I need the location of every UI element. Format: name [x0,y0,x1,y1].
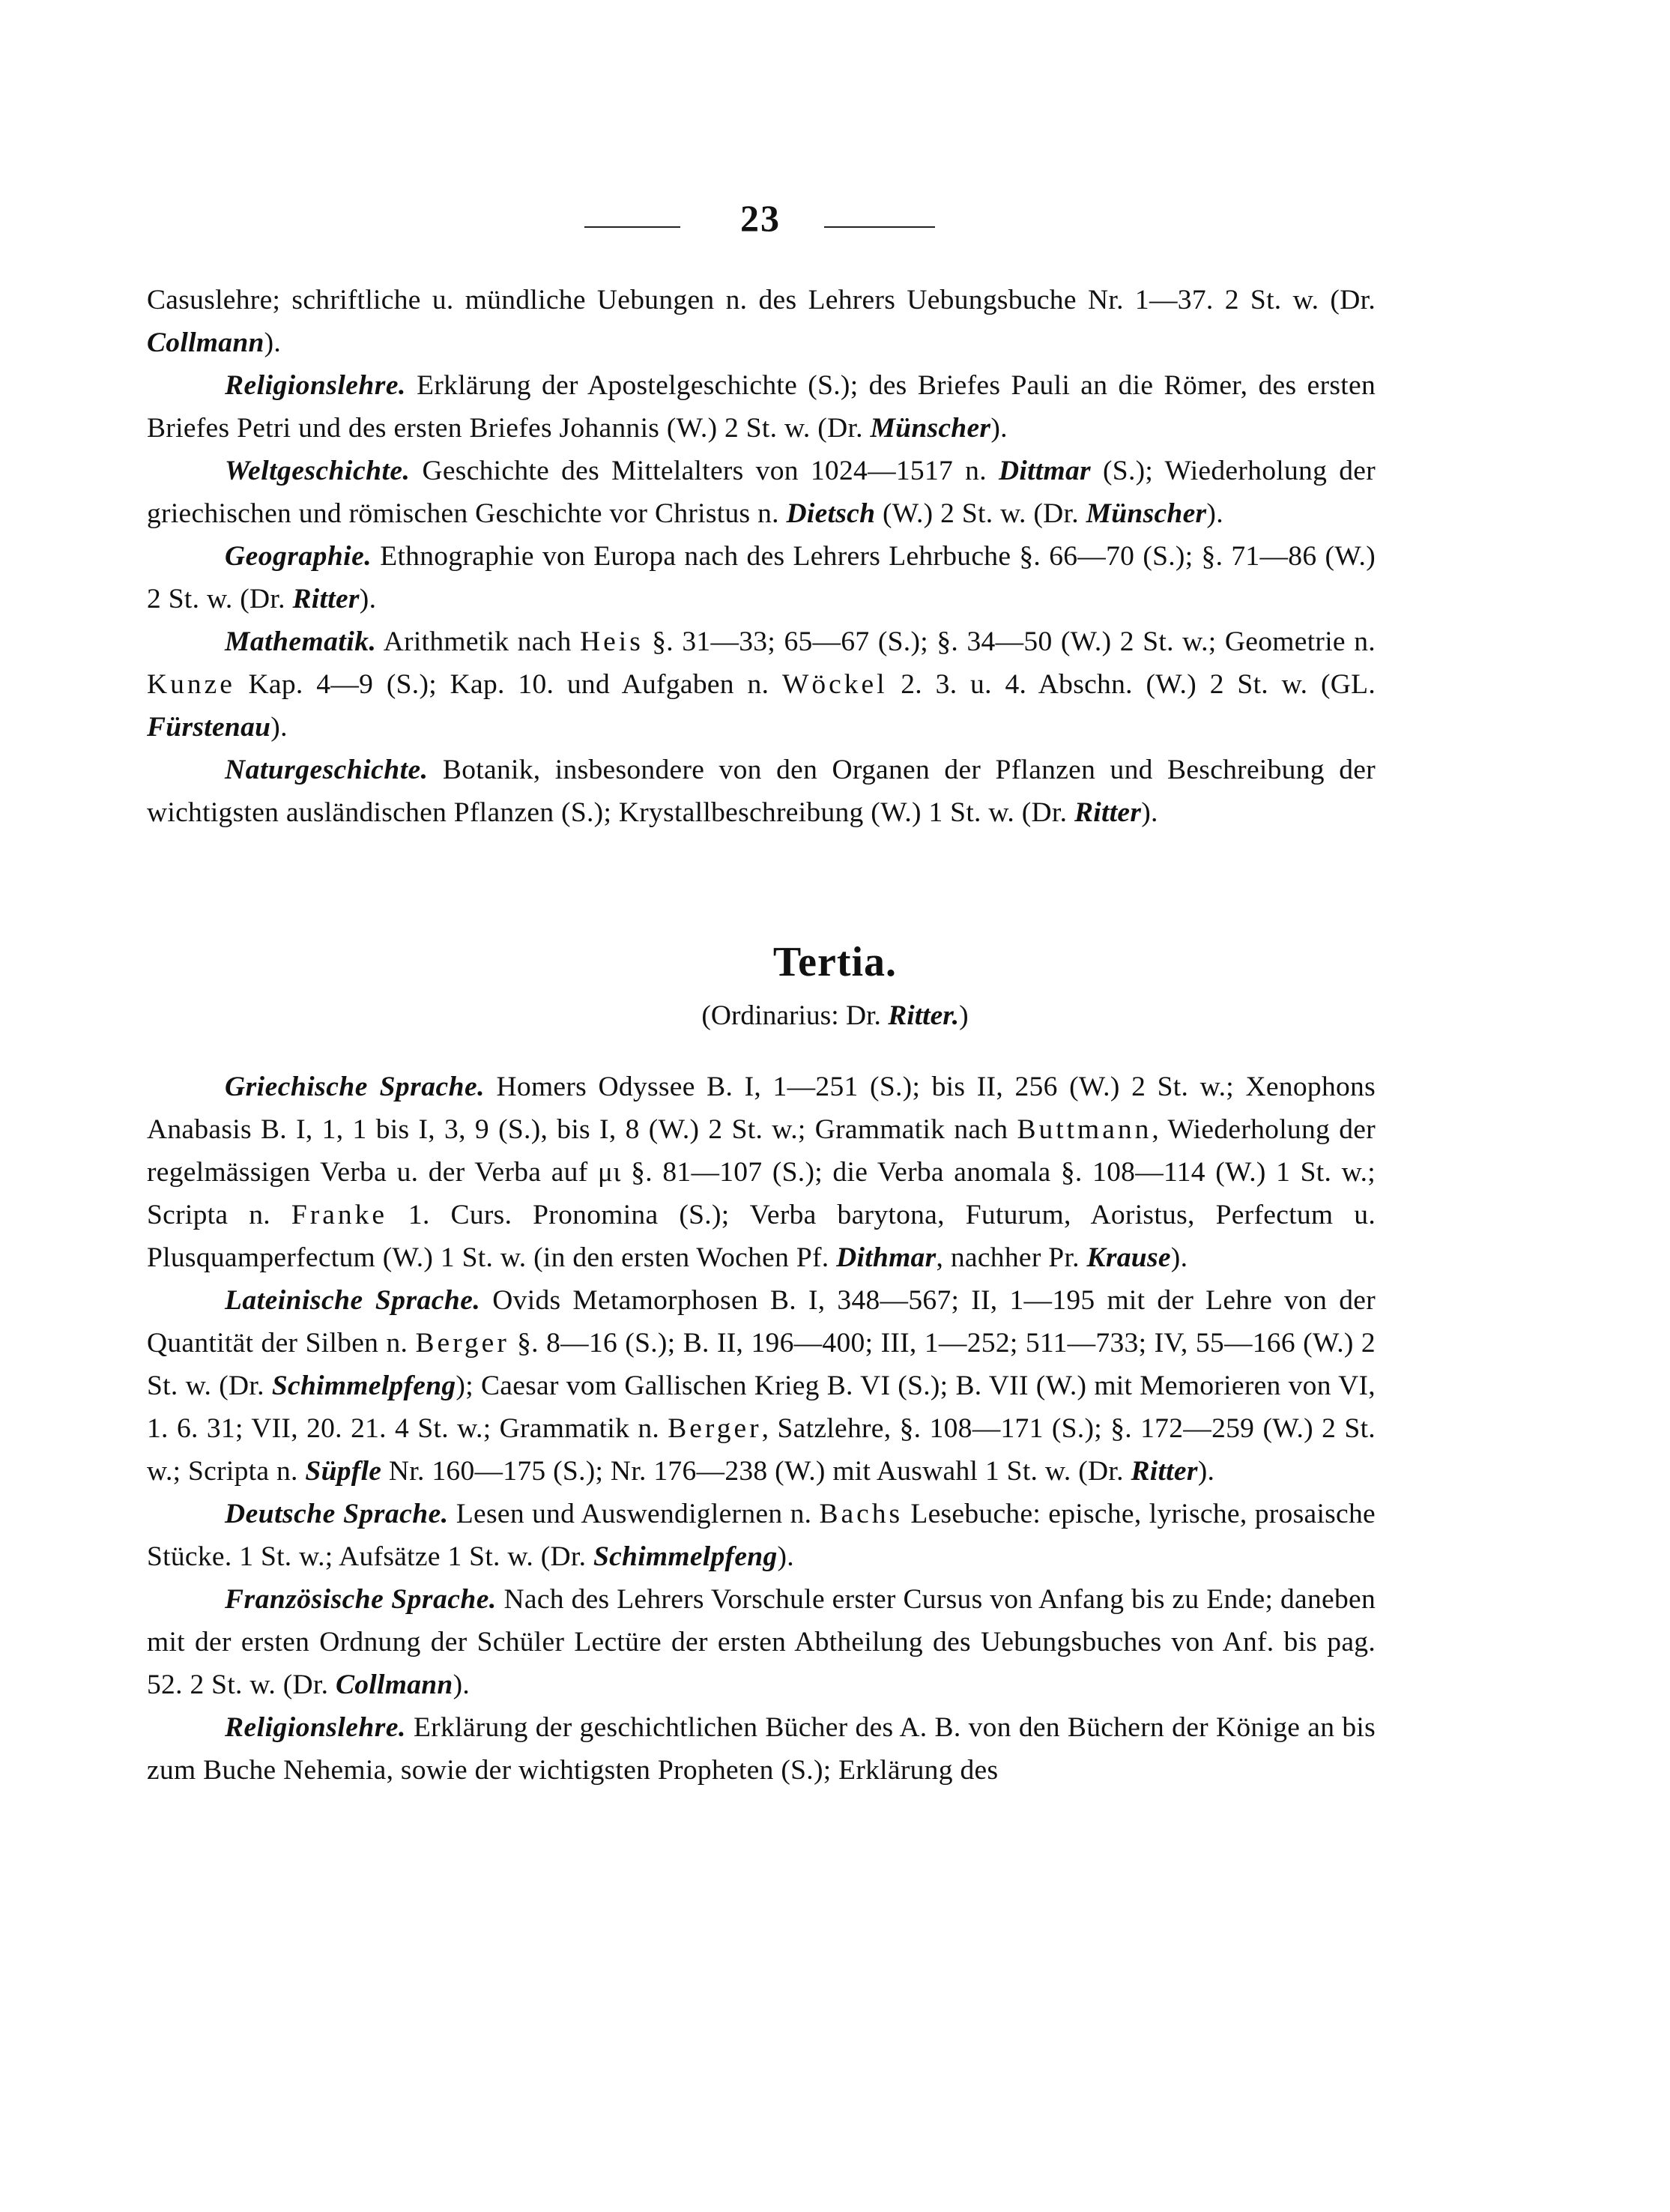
author-name: Dietsch [786,498,876,529]
author-name: Franke [291,1200,387,1230]
subject-label: Religionslehre. [225,370,406,401]
subject-label: Mathematik. [225,626,377,657]
author-name: Kunze [147,669,235,700]
paragraph-franzoesische-sprache: Französische Sprache. Nach des Lehrers Vorschule erster Cursus von Anfang bis zu Ende; daneben mit der ersten Ordnung der Schüler Lectüre der ersten Abtheilung des Uebungsbuches von Anf. bis pag. 52. 2 St. w. (Dr. Collmann). [147,1584,1376,1700]
subject-label: Naturgeschichte. [225,755,429,785]
paragraph-mathematik: Mathematik. Arithmetik nach Heis §. 31—33; 65—67 (S.); §. 34—50 (W.) 2 St. w.; Geometrie n. Kunze Kap. 4—9 (S.); Kap. 10. und Aufgaben n. Wöckel 2. 3. u. 4. Abschn. (W.) 2 St. w. (GL. Fürstenau). [147,626,1376,743]
author-name: Dittmar [998,456,1091,486]
subject-label: Französische Sprache. [225,1584,497,1615]
previous-class-continuation [147,279,1376,834]
teacher-name: Collmann [335,1669,453,1700]
teacher-name: Schimmelpfeng [271,1371,456,1401]
paragraph-naturgeschichte: Naturgeschichte. Botanik, insbesondere von den Organen der Pflanzen und Beschreibung der wichtigsten ausländischen Pflanzen (S.); Krystallbeschreibung (W.) 1 St. w. (Dr. Ritter). [147,755,1376,828]
paragraph-geographie: Geographie. Ethnographie von Europa nach des Lehrers Lehrbuche §. 66—70 (S.); §. 71—86 (W.) 2 St. w. (Dr. Ritter). [147,541,1376,614]
page-header [0,196,1670,241]
paragraph-religionslehre: Religionslehre. Erklärung der Apostelgeschichte (S.); des Briefes Pauli an die Römer, des ersten Briefes Petri und des ersten Briefes Johannis (W.) 2 St. w. (Dr. Münscher). [147,370,1376,444]
teacher-name: Ritter [1074,797,1142,828]
author-name: Buttmann [1017,1114,1152,1145]
teacher-name: Münscher [870,413,991,444]
teacher-name: Münscher [1086,498,1207,529]
teacher-name: Ritter [1131,1456,1198,1487]
author-name: Berger [668,1413,762,1444]
paragraph-deutsche-sprache: Deutsche Sprache. Lesen und Auswendiglernen n. Bachs Lesebuche: epische, lyrische, prosaische Stücke. 1 St. w.; Aufsätze 1 St. w. (Dr. Schimmelpfeng). [147,1499,1376,1572]
paragraph-religionslehre-tertia: Religionslehre. Erklärung der geschichtlichen Bücher des A. B. von den Büchern der Könige an bis zum Buche Nehemia, sowie der wichtigsten Propheten (S.); Erklärung des [147,1712,1376,1786]
teacher-name: Ritter. [888,1000,960,1031]
paragraph-lateinische-sprache: Lateinische Sprache. Ovids Metamorphosen B. I, 348—567; II, 1—195 mit der Lehre von der Quantität der Silben n. Berger §. 8—16 (S.); B. II, 196—400; III, 1—252; 511—733; IV, 55—166 (W.) 2 St. w. (Dr. Schimmelpfeng); Caesar vom Gallischen Krieg B. VI (S.); B. VII (W.) mit Memorieren von VI, 1. 6. 31; VII, 20. 21. 4 St. w.; Grammatik n. Berger, Satzlehre, §. 108—171 (S.); §. 172—259 (W.) 2 St. w.; Scripta n. Süpfle Nr. 160—175 (S.); Nr. 176—238 (W.) mit Auswahl 1 St. w. (Dr. Ritter). [147,1285,1376,1487]
author-name: Süpfle [305,1456,382,1487]
section-heading-tertia: Tertia. [772,939,898,985]
subject-label: Religionslehre. [225,1712,406,1743]
teacher-name: Krause [1086,1242,1171,1273]
teacher-name: Schimmelpfeng [593,1541,778,1572]
teacher-name: Ritter [292,584,360,614]
subject-label: Weltgeschichte. [225,456,411,486]
intro-paragraph: Casuslehre; schriftliche u. mündliche Uebungen n. des Lehrers Uebungsbuche Nr. 1—37. 2 St. w. (Dr. Collmann). [147,285,1376,358]
author-name: Berger [415,1328,509,1359]
page-number: 23 [740,197,781,239]
author-name: Heis [580,626,644,657]
ordinarius-line: (Ordinarius: Dr. Ritter.) [701,1000,969,1031]
teacher-name: Fürstenau [147,712,271,743]
author-name: Bachs [819,1499,904,1529]
header-rule-right [824,226,935,228]
subject-label: Deutsche Sprache. [225,1499,449,1529]
paragraph-griechische-sprache: Griechische Sprache. Homers Odyssee B. I, 1—251 (S.); bis II, 256 (W.) 2 St. w.; Xenophons Anabasis B. I, 1, 1 bis I, 3, 9 (S.), bis I, 8 (W.) 2 St. w.; Grammatik nach Buttmann, Wiederholung der regelmässigen Verba u. der Verba auf μι §. 81—107 (S.); die Verba anomala §. 108—114 (W.) 1 St. w.; Scripta n. Franke 1. Curs. Pronomina (S.); Verba barytona, Futurum, Aoristus, Perfectum u. Plusquamperfectum (W.) 1 St. w. (in den ersten Wochen Pf. Dithmar, nachher Pr. Krause). [147,1072,1376,1273]
subject-label: Griechische Sprache. [225,1072,485,1102]
subject-label: Lateinische Sprache. [225,1285,481,1316]
paragraph-weltgeschichte: Weltgeschichte. Geschichte des Mittelalters von 1024—1517 n. Dittmar (S.); Wiederholung der griechischen und römischen Geschichte vor Christus n. Dietsch (W.) 2 St. w. (Dr. Münscher). [147,456,1376,529]
subject-label: Geographie. [225,541,372,572]
tertia-curriculum [147,1066,1376,1792]
teacher-name: Dithmar [836,1242,937,1273]
header-rule-left [584,226,680,228]
teacher-name: Collmann [147,327,264,358]
author-name: Wöckel [781,669,888,700]
